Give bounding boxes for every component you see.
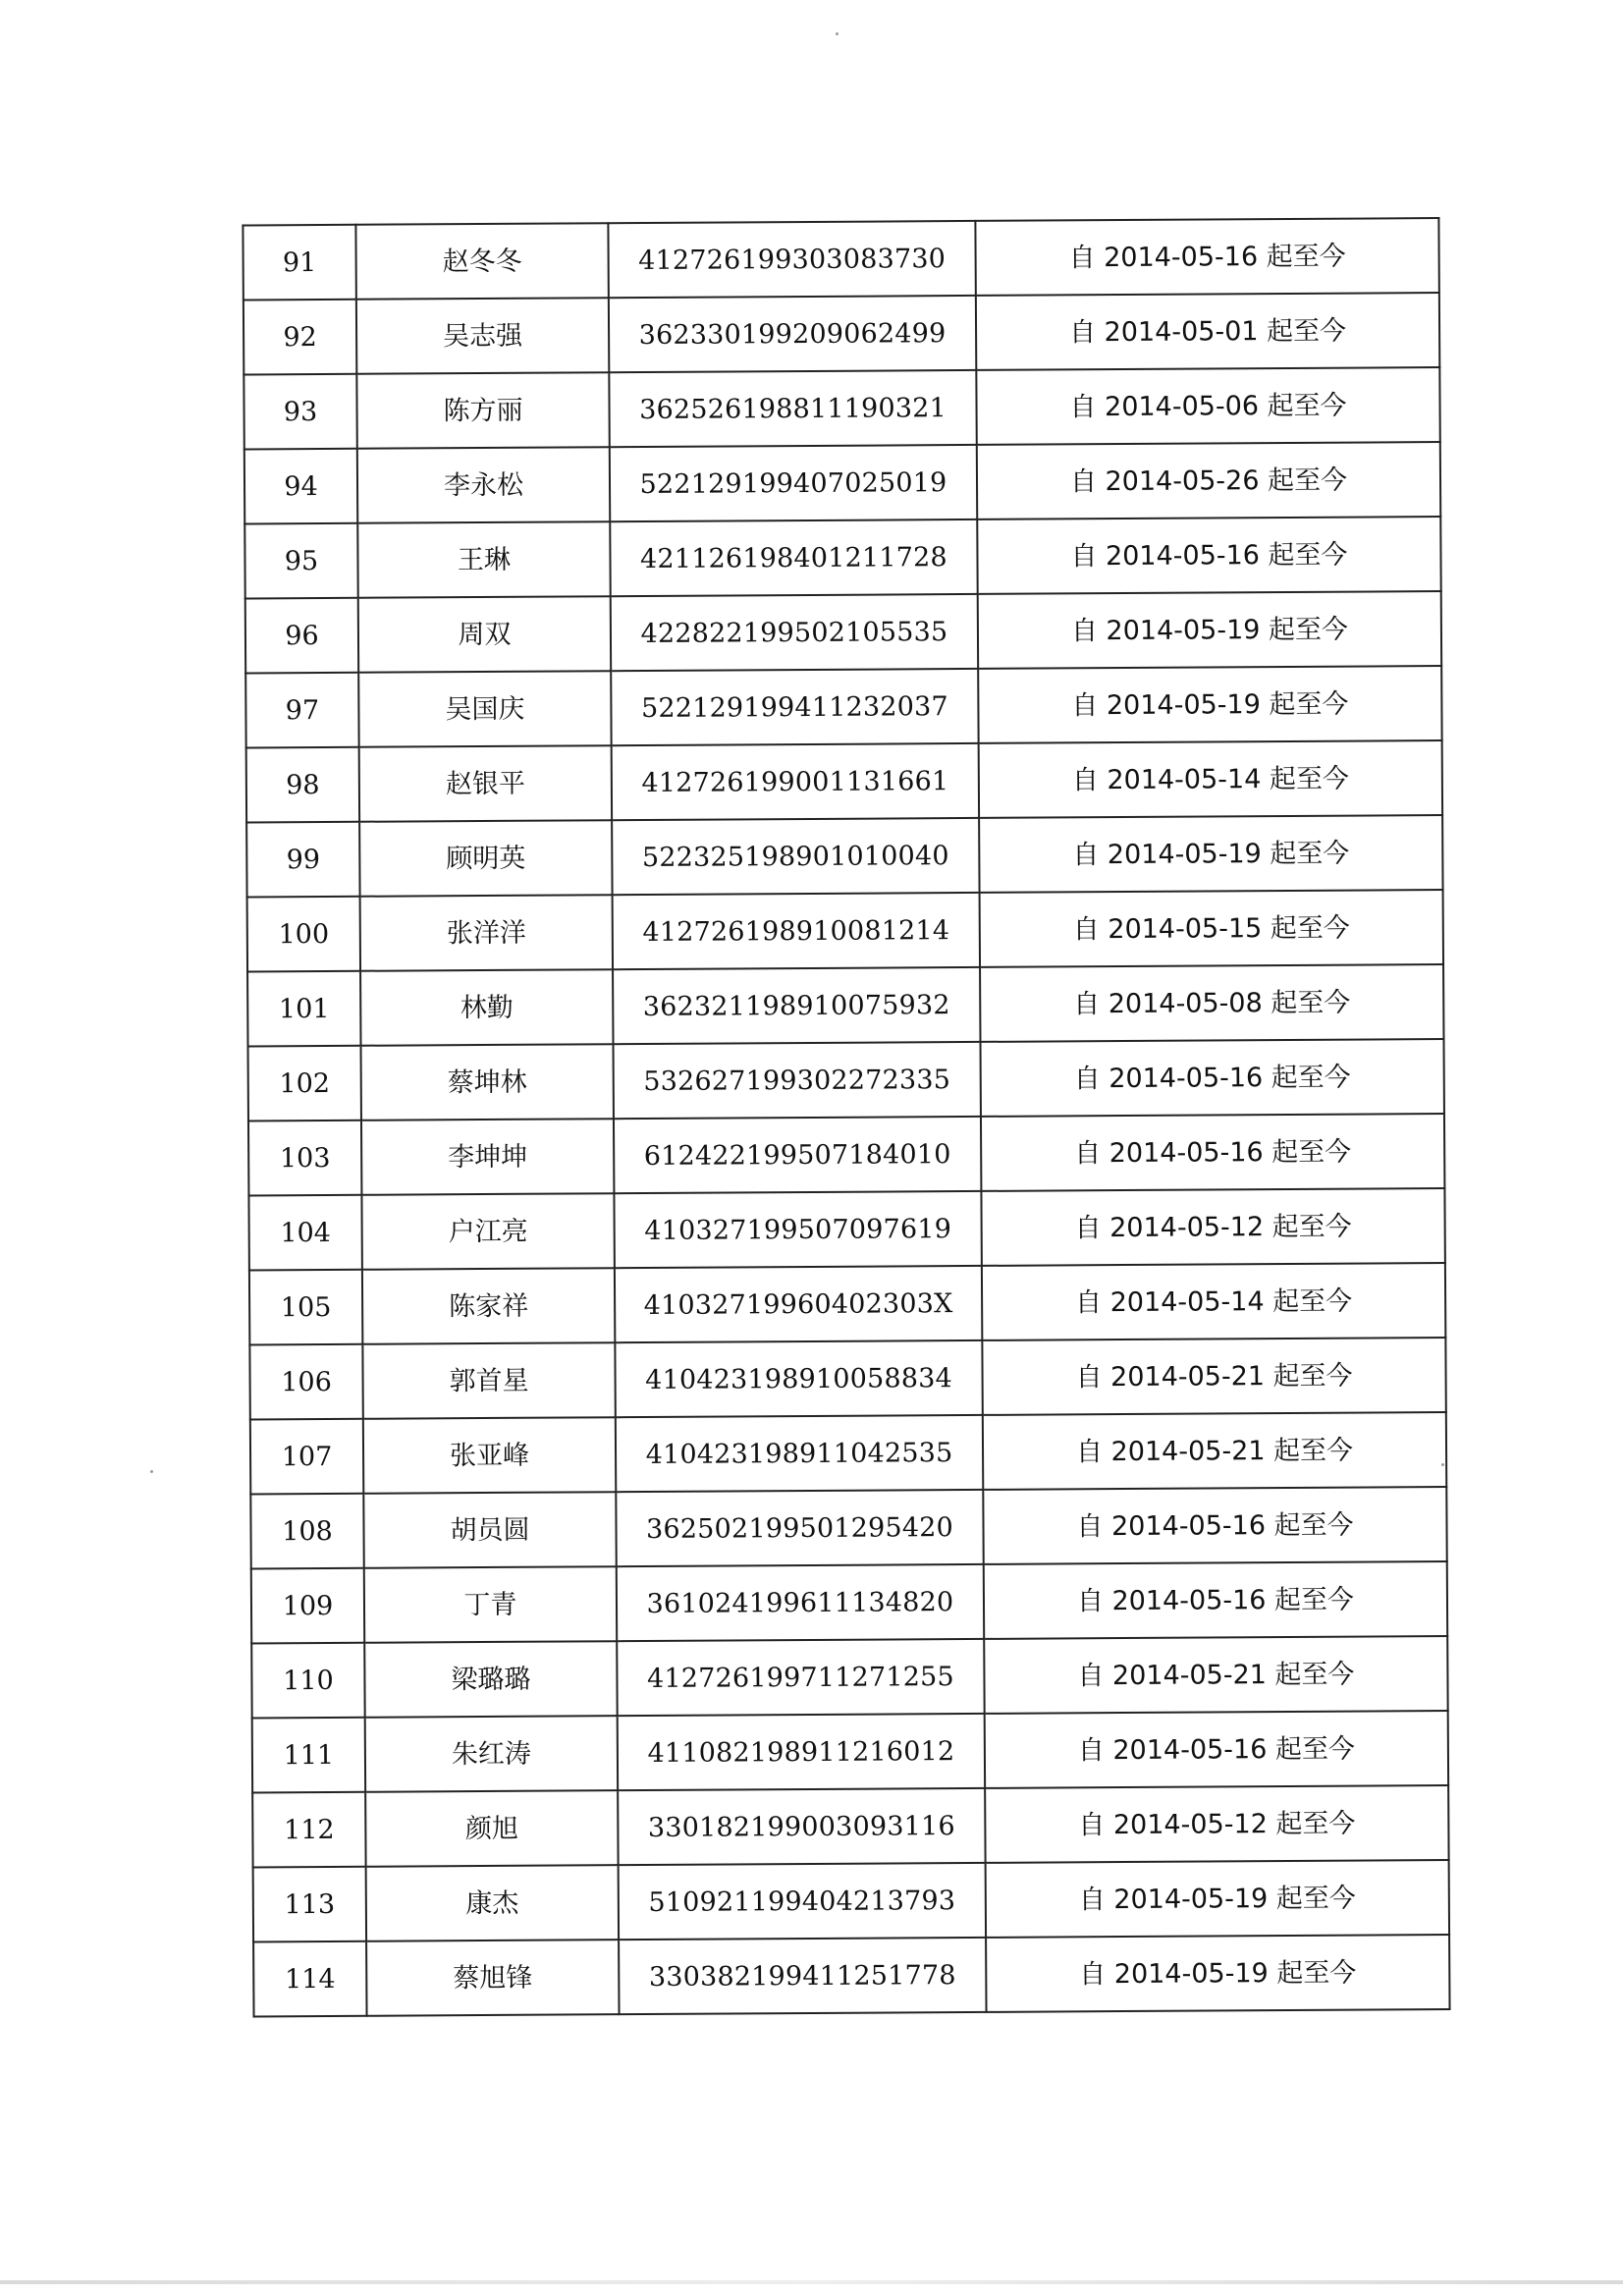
scan-speck [836,32,839,35]
period-text: 自 2014-05-08 起至今 [980,964,1443,1042]
table-row [245,591,1441,673]
scan-speck [150,1470,153,1473]
table-row [249,1338,1445,1419]
person-name: 蔡坤林 [361,1044,614,1121]
table-row [243,218,1438,300]
row-index: 92 [243,300,356,375]
period-text: 自 2014-05-16 起至今 [980,1039,1443,1117]
id-number: 330182199003093116 [618,1788,985,1865]
person-name: 朱红涛 [365,1716,618,1792]
period-text: 自 2014-05-21 起至今 [983,1412,1446,1490]
period-text: 自 2014-05-19 起至今 [978,591,1441,669]
row-index: 106 [249,1344,362,1420]
id-number: 532627199302272335 [614,1042,981,1119]
person-name: 李永松 [357,447,610,523]
id-number: 522325198901010040 [612,818,979,895]
period-text: 自 2014-05-19 起至今 [986,1935,1449,2012]
period-text: 自 2014-05-01 起至今 [976,293,1439,370]
person-name: 赵冬冬 [355,223,608,300]
id-number: 362321198910075932 [613,967,980,1044]
person-name: 蔡旭锋 [366,1940,619,2016]
period-text: 自 2014-05-14 起至今 [979,740,1442,818]
table-row [244,442,1440,523]
person-name: 吴国庆 [358,671,611,747]
period-text: 自 2014-05-26 起至今 [977,442,1440,519]
table-row [249,1263,1445,1344]
table-row [243,367,1439,449]
row-index: 98 [246,747,359,823]
person-name: 郭首星 [362,1342,615,1419]
table-row [250,1412,1446,1494]
row-index: 111 [252,1718,365,1793]
id-number: 412726199001131661 [612,743,979,820]
row-index: 94 [244,449,357,524]
table-row [250,1487,1446,1568]
row-index: 99 [246,822,359,898]
row-index: 100 [247,897,360,972]
id-number: 410327199507097619 [614,1191,981,1268]
person-name: 胡员圆 [363,1492,616,1568]
id-number: 411082198911216012 [618,1714,985,1790]
period-text: 自 2014-05-15 起至今 [980,890,1443,967]
period-text: 自 2014-05-12 起至今 [981,1188,1444,1266]
period-text: 自 2014-05-16 起至今 [981,1114,1444,1191]
period-text: 自 2014-05-12 起至今 [985,1785,1448,1863]
id-number: 412726199711271255 [617,1639,984,1716]
row-index: 101 [247,971,360,1047]
row-index: 105 [249,1270,362,1345]
person-name: 张洋洋 [360,895,613,971]
id-number: 410423198911042535 [616,1415,983,1492]
id-number: 362502199501295420 [616,1490,983,1566]
row-index: 107 [250,1419,363,1495]
roster-table-body [243,218,1449,2016]
row-index: 109 [251,1568,364,1644]
person-name: 林勤 [360,969,613,1046]
row-index: 97 [245,673,358,748]
row-index: 108 [250,1494,363,1569]
scan-edge [0,2280,1623,2284]
person-name: 赵银平 [359,745,612,822]
period-text: 自 2014-05-19 起至今 [979,815,1442,893]
period-text: 自 2014-05-06 起至今 [976,367,1439,445]
row-index: 93 [243,374,356,450]
table-row [248,1114,1444,1195]
person-name: 丁青 [364,1566,617,1643]
row-index: 91 [243,225,355,301]
table-row [248,1188,1444,1270]
period-text: 自 2014-05-14 起至今 [982,1263,1445,1340]
table-row [252,1711,1448,1792]
table-row [251,1561,1447,1643]
row-index: 113 [253,1867,366,1942]
period-text: 自 2014-05-16 起至今 [984,1561,1447,1639]
person-name: 康杰 [366,1865,619,1941]
person-name: 户江亮 [361,1193,614,1270]
table-row [253,1860,1449,1941]
row-index: 114 [253,1941,366,2017]
row-index: 95 [244,523,357,599]
table-row [246,815,1442,897]
id-number: 412726198910081214 [613,893,980,969]
person-name: 王琳 [357,521,610,598]
table-row [251,1636,1447,1718]
person-name: 陈家祥 [362,1268,615,1344]
table-row [253,1935,1449,2016]
person-name: 梁璐璐 [364,1641,617,1718]
scan-speck [1441,1463,1444,1466]
period-text: 自 2014-05-19 起至今 [986,1860,1449,1938]
row-index: 110 [251,1643,364,1719]
period-text: 自 2014-05-21 起至今 [984,1636,1447,1714]
id-number: 612422199507184010 [614,1117,981,1193]
period-text: 自 2014-05-16 起至今 [983,1487,1446,1564]
person-name: 吴志强 [356,298,609,374]
period-text: 自 2014-05-16 起至今 [985,1711,1448,1788]
row-index: 104 [248,1195,361,1271]
row-index: 112 [252,1792,365,1868]
id-number: 362526198811190321 [609,370,976,447]
table-row [247,964,1443,1046]
id-number: 421126198401211728 [610,519,977,596]
person-name: 李坤坤 [361,1119,614,1195]
table-row [245,666,1441,747]
table-row [243,293,1439,374]
row-index: 102 [248,1046,361,1121]
table-row [252,1785,1448,1867]
id-number: 330382199411251778 [619,1938,986,2014]
id-number: 362330199209062499 [609,296,976,372]
table-row [244,517,1440,598]
person-name: 陈方丽 [356,372,609,449]
table-row [248,1039,1444,1121]
person-name: 顾明英 [359,820,612,897]
person-name: 周双 [358,596,611,673]
id-number: 361024199611134820 [617,1564,984,1641]
period-text: 自 2014-05-16 起至今 [977,517,1440,594]
row-index: 103 [248,1121,361,1196]
id-number: 41032719960402303X [615,1266,982,1342]
id-number: 522129199407025019 [610,445,977,521]
period-text: 自 2014-05-16 起至今 [975,218,1438,296]
roster-table [242,217,1450,2017]
table-row [247,890,1443,971]
period-text: 自 2014-05-19 起至今 [978,666,1441,743]
person-name: 张亚峰 [363,1417,616,1494]
row-index: 96 [245,598,358,674]
period-text: 自 2014-05-21 起至今 [982,1338,1445,1415]
id-number: 422822199502105535 [611,594,978,671]
table-row [246,740,1442,822]
person-name: 颜旭 [365,1790,618,1867]
id-number: 510921199404213793 [619,1863,986,1940]
id-number: 412726199303083730 [608,221,975,298]
id-number: 410423198910058834 [615,1340,982,1417]
id-number: 522129199411232037 [611,669,978,745]
